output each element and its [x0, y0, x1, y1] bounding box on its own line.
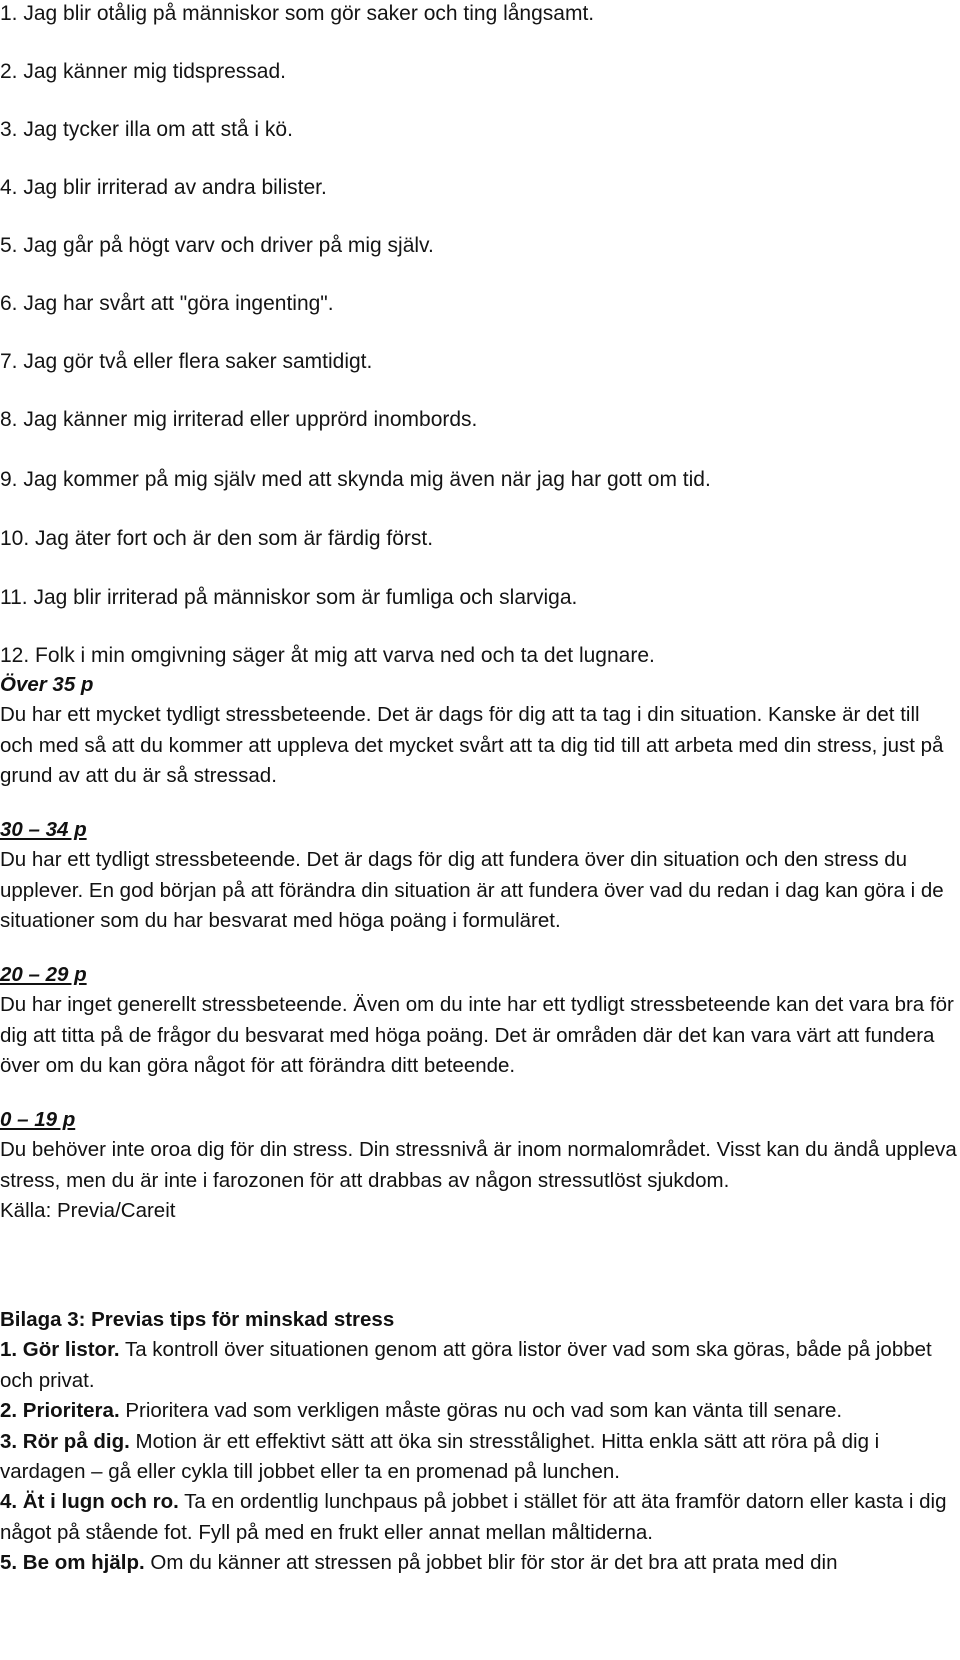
tip-item: [0, 1335, 958, 1396]
result-block: [0, 960, 958, 1082]
tip-text: Ta en ordentlig lunchpaus på jobbet i stället för att äta framför datorn eller kasta i dig något på stående fot. Fyll på med en frukt eller annat mellan måltiderna.: [0, 1490, 947, 1544]
appendix-title: Bilaga 3: Previas tips för minskad stress: [0, 1308, 395, 1331]
tip-item: [0, 1427, 958, 1488]
result-text: Du har ett mycket tydligt stressbeteende. Det är dags för dig att ta tag i din situation. Kanske är det till och med så att du kommer att uppleva det mycket svårt att ta dig tid till att arbeta med din stress, just på grund av att du är så stressad.: [0, 703, 944, 788]
tip-label: 4. Ät i lugn och ro.: [0, 1490, 179, 1514]
tip-label: 3. Rör på dig.: [0, 1429, 130, 1453]
result-block: [0, 1105, 958, 1227]
tip-label: 5. Be om hjälp.: [0, 1551, 145, 1575]
question-item: 6. Jag har svårt att "göra ingenting".: [0, 292, 334, 315]
tip-label: 2. Prioritera.: [0, 1399, 120, 1423]
tip-label: 1. Gör listor.: [0, 1338, 120, 1362]
result-block: [0, 815, 958, 937]
result-heading: Över 35 p: [0, 673, 94, 696]
result-block: [0, 670, 958, 792]
question-item: 5. Jag går på högt varv och driver på mig själv.: [0, 234, 434, 257]
question-item: 11. Jag blir irriterad på människor som är fumliga och slarviga.: [0, 586, 578, 609]
question-item: 9. Jag kommer på mig själv med att skynda mig även när jag har gott om tid.: [0, 468, 711, 491]
tip-text: Prioritera vad som verkligen måste göras nu och vad som kan vänta till senare.: [119, 1399, 843, 1423]
tip-text: Motion är ett effektivt sätt att öka sin stresstålighet. Hitta enkla sätt att röra på dig i vardagen – gå eller cykla till jobbet eller ta en promenad på lunchen.: [0, 1429, 880, 1484]
result-heading: 20 – 29 p: [0, 963, 87, 986]
tip-item: [0, 1396, 958, 1426]
question-item: 3. Jag tycker illa om att stå i kö.: [0, 118, 293, 141]
result-heading: 30 – 34 p: [0, 818, 87, 841]
question-item: 8. Jag känner mig irriterad eller upprörd inombords.: [0, 408, 478, 431]
appendix-section: [0, 1305, 958, 1579]
question-item: 1. Jag blir otålig på människor som gör saker och ting långsamt.: [0, 2, 595, 25]
result-heading: 0 – 19 p: [0, 1108, 76, 1131]
question-item: 10. Jag äter fort och är den som är färdig först.: [0, 527, 434, 550]
question-item: 2. Jag känner mig tidspressad.: [0, 60, 286, 83]
result-text: Du har ett tydligt stressbeteende. Det är dags för dig att fundera över din situation och den stress du upplever. En god början på att förändra din situation är att fundera över vad du redan i dag kan göra i de situationer som du har besvarat med höga poäng i formuläret.: [0, 848, 944, 933]
tip-item: [0, 1487, 958, 1548]
result-text: Du har inget generellt stressbeteende. Även om du inte har ett tydligt stressbeteende kan det vara bra för dig att titta på de frågor du besvarat med höga poäng. Det är områden där det kan vara värt att fundera över om du kan göra något för att förändra ditt beteende.: [0, 993, 954, 1078]
question-item: 4. Jag blir irriterad av andra bilister.: [0, 176, 327, 199]
question-item: 12. Folk i min omgivning säger åt mig att varva ned och ta det lugnare.: [0, 644, 655, 667]
source-line: Källa: Previa/Careit: [0, 1199, 176, 1223]
result-text: Du behöver inte oroa dig för din stress. Din stressnivå är inom normalområdet. Visst kan du ändå uppleva stress, men du är inte i farozonen för att drabbas av någon stressutlöst sjukdom.: [0, 1138, 957, 1192]
tip-text: Ta kontroll över situationen genom att göra listor över vad som ska göras, både på jobbet och privat.: [0, 1338, 932, 1392]
question-item: 7. Jag gör två eller flera saker samtidigt.: [0, 350, 373, 373]
tip-text: Om du känner att stressen på jobbet blir för stor är det bra att prata med din: [144, 1551, 838, 1575]
tip-item: [0, 1548, 958, 1578]
